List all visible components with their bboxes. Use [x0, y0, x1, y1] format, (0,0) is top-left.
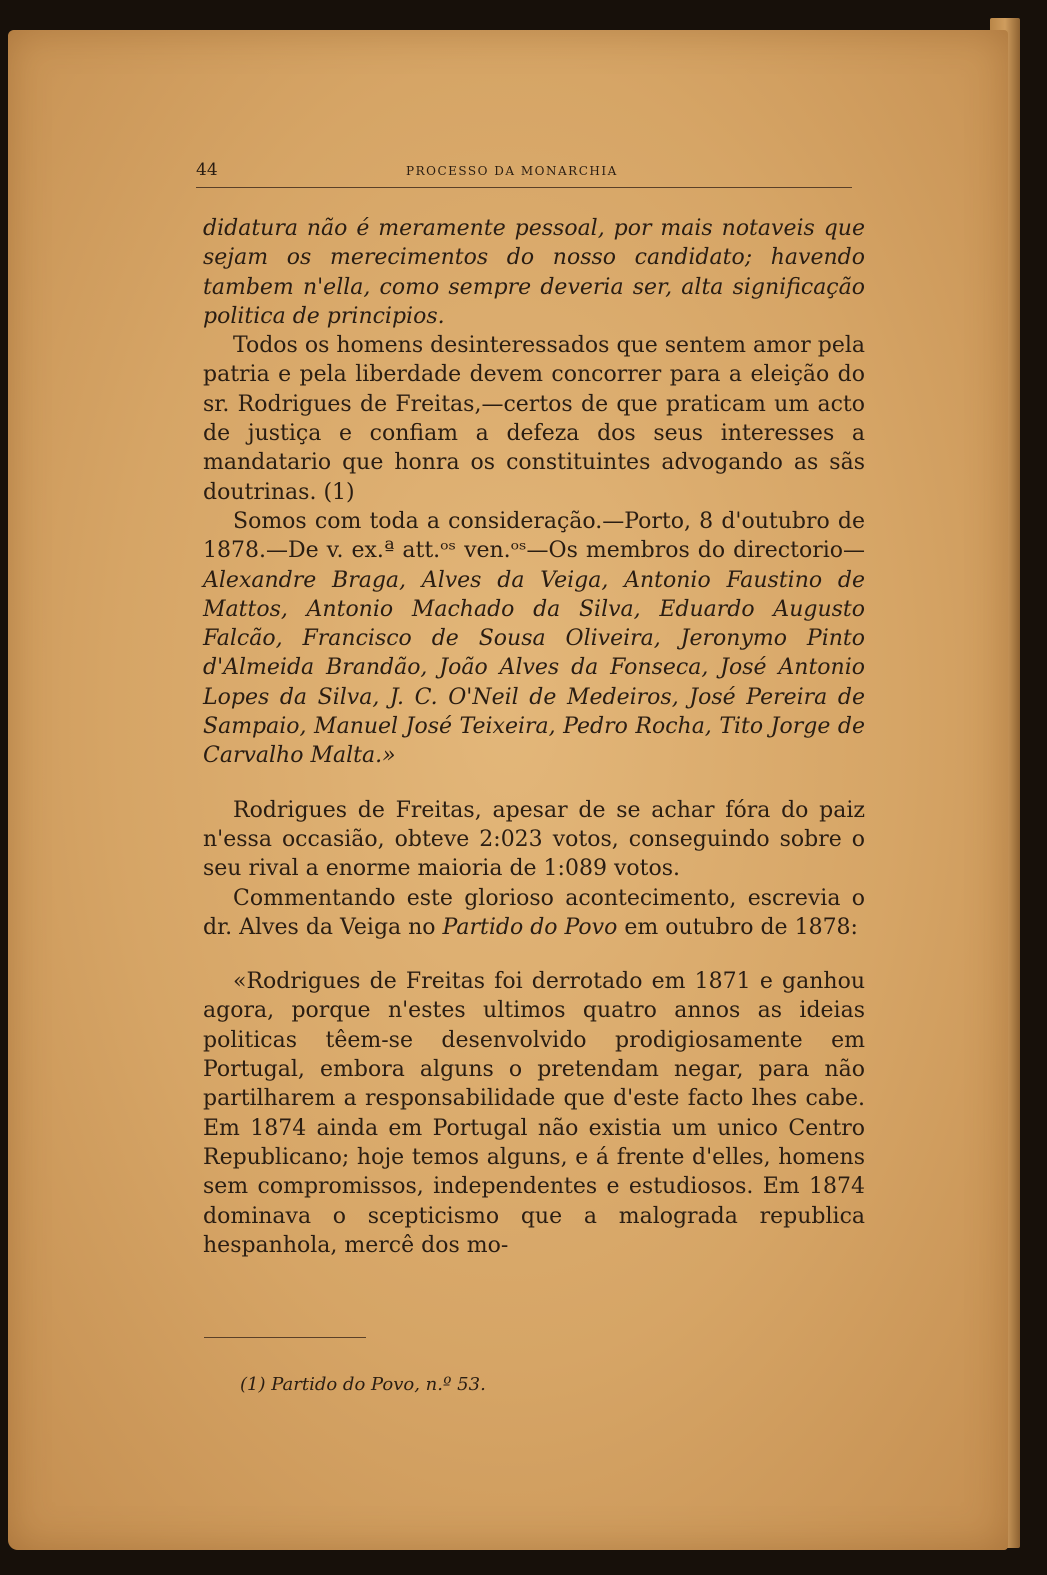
body-text [203, 214, 865, 1260]
paragraph-signatories [203, 507, 865, 771]
footnote-rule [204, 1337, 366, 1338]
footnote: (1) Partido do Povo, n.º 53. [240, 1374, 486, 1395]
commentary-end: em outubro de 1878: [617, 914, 858, 940]
paragraph-commentary [203, 884, 865, 943]
paragraph-quotation: «Rodrigues de Freitas foi derrotado em 1871 e ganhou agora, porque n'estes ultimos quatro annos as ideias politicas têem-se desenvolvido prodigiosamente em Portugal, embora alguns o pretendam negar, para não partilharem a responsabilidade que d'este facto lhes cabe. Em 1874 ainda em Portugal não existia um unico Centro Republicano; hoje temos alguns, e á frente d'elles, homens sem compromissos, independentes e estudiosos. Em 1874 dominava o scepticismo que a malograda republica hespanhola, mercê dos mo- [203, 969, 865, 1258]
paragraph-continuation [203, 214, 865, 331]
page-number: 44 [196, 160, 218, 180]
italic-continuation-text: didatura não é meramente pessoal, por mais notaveis que sejam os merecimentos do nosso candidato; havendo tambem n'ella, como sempre deveria ser, alta significação politica de principios. [203, 216, 865, 329]
signatories-intro: Somos com toda a consideração.—Porto, 8 d'outubro de 1878.—De v. ex.ª att.ᵒˢ ven.ᵒˢ—Os membros do directorio— [203, 508, 865, 564]
paragraph-appeal: Todos os homens desinteressados que sentem amor pela patria e pela liberdade devem concorrer para a eleição do sr. Rodrigues de Freitas,—certos de que praticam um acto de justiça e confiam a defeza dos seus interesses a mandatario que honra os constituintes advogando as sãs doutrinas. (1) [203, 333, 865, 505]
newspaper-title: Partido do Povo [442, 914, 618, 940]
running-head [196, 160, 858, 184]
running-title: PROCESSO DA MONARCHIA [406, 164, 618, 178]
paragraph-election-result: Rodrigues de Freitas, apesar de se achar fóra do paiz n'essa occasião, obteve 2:023 votos, conseguindo sobre o seu rival a enorme maioria de 1:089 votos. [203, 797, 865, 882]
signatories-names: Alexandre Braga, Alves da Veiga, Antonio Faustino de Mattos, Antonio Machado da Silva, Eduardo Augusto Falcão, Francisco de Sousa Oliveira, Jeronymo Pinto d'Almeida Brandão, João Alves da Fonseca, José Antonio Lopes da Silva, J. C. O'Neil de Medeiros, José Pereira de Sampaio, Manuel José Teixeira, Pedro Rocha, Tito Jorge de Carvalho Malta.» [203, 567, 865, 769]
header-rule [196, 187, 852, 188]
commentary-start: Commentando este glorioso acontecimento, escrevia o dr. Alves da Veiga no [203, 885, 865, 940]
